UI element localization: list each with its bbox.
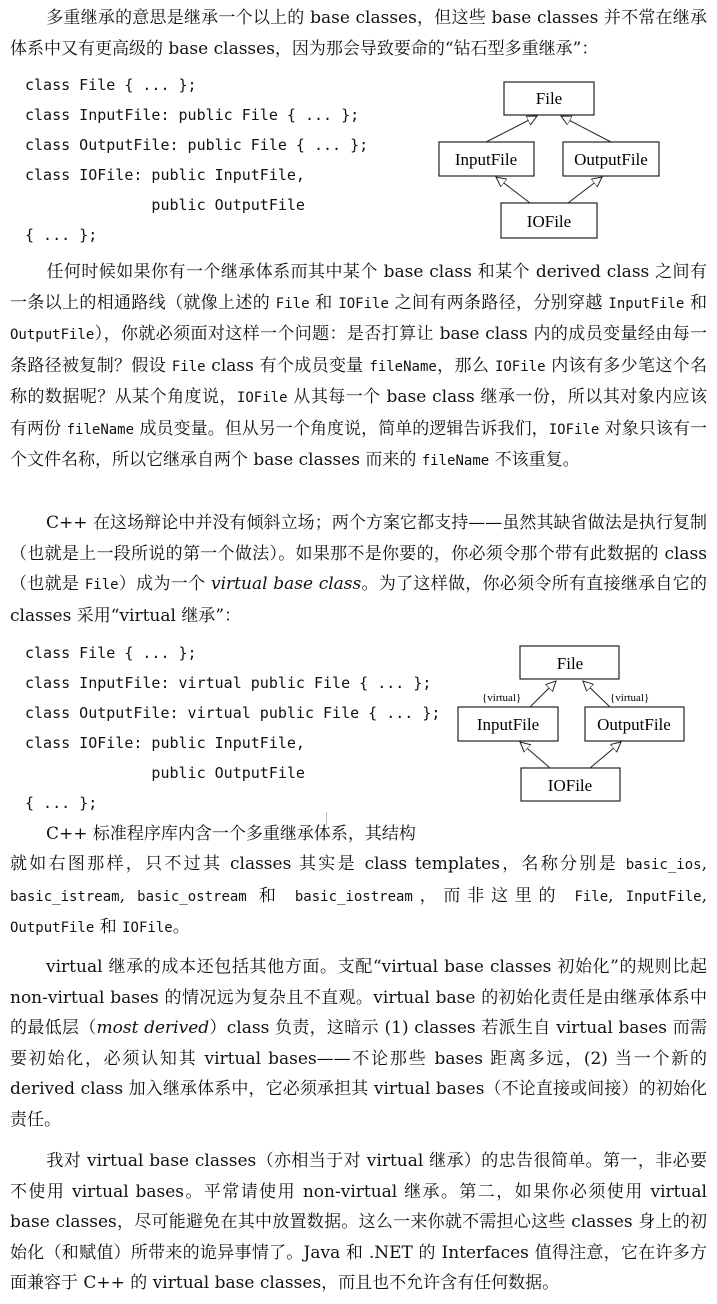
paragraph-diamond-intro: 多重继承的意思是继承一个以上的 base classes，但这些 base classes 并不常在继承体系中又有更高级的 base classes，因为那会导致要命的“钻石型多重继承”： (10, 8, 707, 59)
code-line: class File { ... }; (25, 644, 197, 662)
paragraph-virtual-cost: virtual 继承的成本还包括其他方面。支配“virtual base classes 初始化”的规则比起 non-virtual bases 的情况远为复杂且不直观。virtual base 的初始化责任是由继承体系中的最低层（most derived）class 负责，这暗示 (1) classes 若派生自 virtual bases 而需要初始化，必须认知其 virtual bases——不论那些 bases 距离多远，(2) 当一个新的 derived class 加入继承体系中，它必须承担其 virtual bases（不论直接或间接）的初始化责任。 (10, 957, 707, 1130)
class-label-inputfile: InputFile (454, 150, 518, 169)
inherit-arrow-iofile-inputfile (496, 177, 530, 203)
class-label-iofile: IOFile (547, 776, 593, 795)
paragraph-stdlib-hierarchy: 就如右图那样，只不过其 classes 其实是 class templates，名称分别是 basic_ios, basic_istream, basic_ostream 和 basic_iostream，而非这里的 File, InputFile, OutputFile 和 IOFile。 (10, 854, 707, 937)
paragraph-stdlib-hierarchy-first-line: C++ 标准程序库内含一个多重继承体系，其结构 (46, 824, 416, 844)
code-line: class File { ... }; (25, 76, 197, 94)
class-label-outputfile: OutputFile (597, 715, 671, 734)
inherit-arrow-outputfile-file (561, 116, 611, 142)
diamond-inheritance-diagram (430, 78, 665, 243)
code-block-virtual (25, 638, 440, 818)
code-line: class OutputFile: virtual public File { ... }; (25, 704, 441, 722)
inherit-arrow-iofile-outputfile (568, 177, 602, 203)
code-line: class OutputFile: public File { ... }; (25, 136, 369, 154)
code-line: { ... }; (25, 226, 98, 244)
code-line: public OutputFile (25, 764, 305, 782)
paragraph-advice: 我对 virtual base classes（亦相当于对 virtual 继承）的忠告很简单。第一，非必要不使用 virtual bases。平常请使用 non-virtual 继承。第二，如果你必须使用 virtual base classes，尽可能避免在其中放置数据。这么一来你就不需担心这些 classes 身上的初始化（和赋值）所带来的诡异事情了。Java 和 .NET 的 Interfaces 值得注意，它在许多方面兼容于 C++ 的 virtual base classes，而且也不允许含有任何数据。 (10, 1151, 707, 1293)
code-line: class IOFile: public InputFile, (25, 734, 305, 752)
class-label-outputfile: OutputFile (574, 150, 648, 169)
inherit-arrow-iofile-inputfile (520, 742, 550, 768)
virtual-inheritance-diagram (452, 644, 688, 806)
code-block-nonvirtual (25, 70, 368, 250)
inherit-arrow-iofile-outputfile (590, 742, 621, 768)
code-line: class InputFile: public File { ... }; (25, 106, 360, 124)
class-label-iofile: IOFile (526, 212, 572, 231)
paragraph-virtual-inheritance: C++ 在这场辩论中并没有倾斜立场；两个方案它都支持——虽然其缺省做法是执行复制（也就是上一段所说的第一个做法）。如果那不是你要的，你必须令那个带有此数据的 class（也就是 File）成为一个 virtual base class。为了这样做，你必须令所有直接继承自它的 classes 采用“virtual 继承”： (10, 513, 708, 626)
code-line: class InputFile: virtual public File { ... }; (25, 674, 432, 692)
code-line: class IOFile: public InputFile, (25, 166, 305, 184)
virtual-arrow-inputfile-file (530, 681, 556, 707)
inherit-arrow-inputfile-file (486, 116, 537, 142)
class-label-file: File (556, 654, 584, 673)
class-label-file: File (535, 89, 563, 108)
code-line: public OutputFile (25, 196, 305, 214)
virtual-edge-label-left: {virtual} (482, 692, 522, 704)
class-label-inputfile: InputFile (476, 715, 540, 734)
code-line: { ... }; (25, 794, 98, 812)
virtual-arrow-outputfile-file (583, 681, 610, 707)
paragraph-multiple-paths: 任何时候如果你有一个继承体系而其中某个 base class 和某个 derived class 之间有一条以上的相通路线（就像上述的 File 和 IOFile 之间有两条路径，分别穿越 InputFile 和 OutputFile），你就必须面对这样一个问题：是否打算让 base class 内的成员变量经由每一条路径被复制？假设 File class 有个成员变量 fileName，那么 IOFile 内该有多少笔这个名称的数据呢？从某个角度说，IOFile 从其每一个 base class 继承一份，所以其对象内应该有两份 fileName 成员变量。但从另一个角度说，简单的逻辑告诉我们，IOFile 对象只该有一个文件名称，所以它继承自两个 base classes 而来的 fileName 不该重复。 (10, 262, 708, 470)
virtual-edge-label-right: {virtual} (610, 692, 650, 704)
